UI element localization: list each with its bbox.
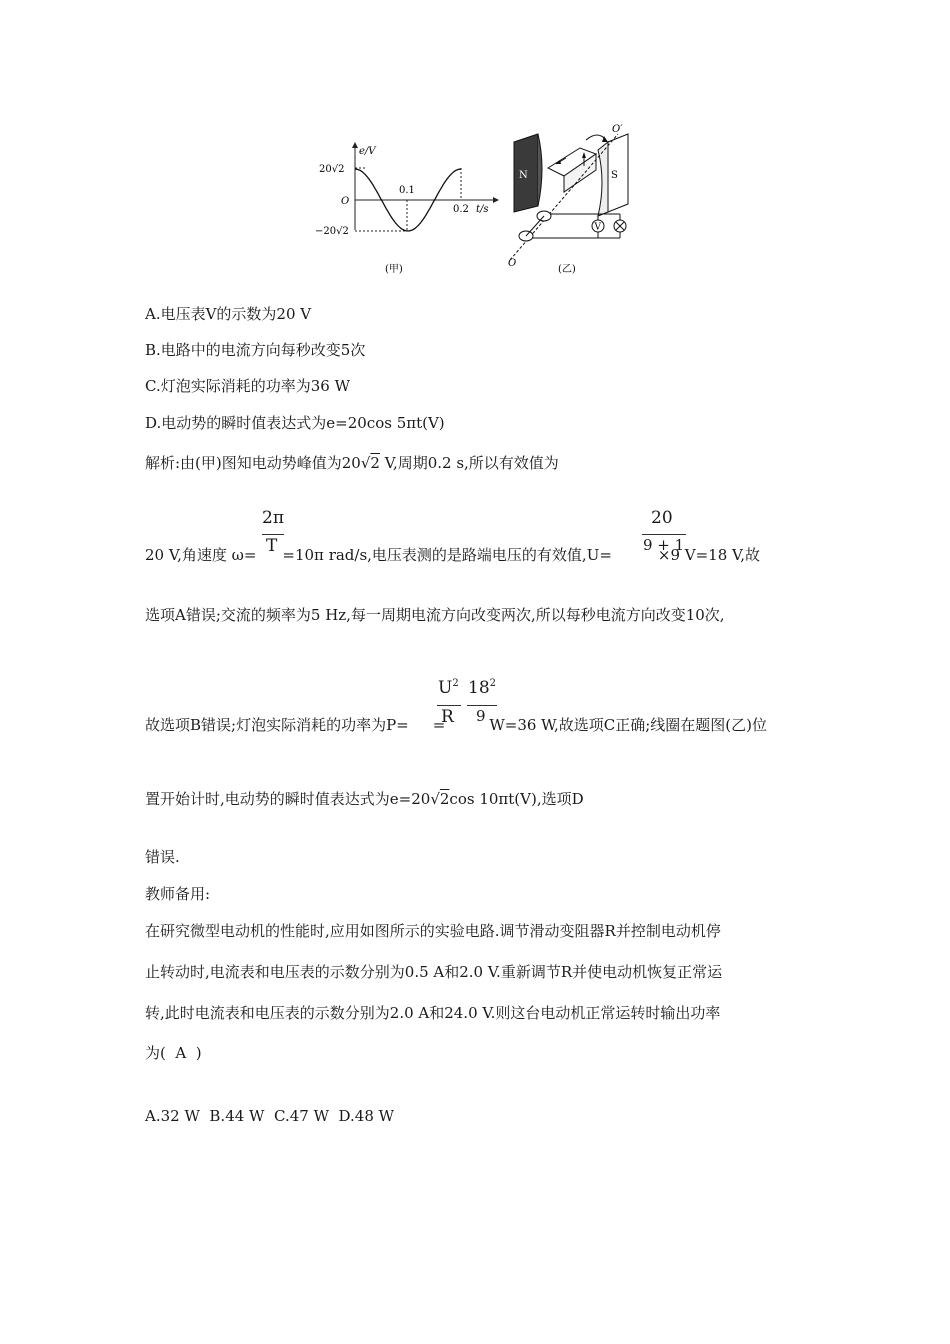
question-line-4: 为( A ) [145,1044,202,1062]
analysis-line-5: 置开始计时,电动势的瞬时值表达式为e=20√2cos 10πt(V),选项D [145,790,584,808]
y-max-label: 20√2 [319,164,345,175]
fraction-2-numerator: 20 [651,508,673,528]
x-axis-label: t/s [476,204,489,215]
y-axis-label: e/V [359,146,376,157]
fraction-3-denominator: R [441,707,454,727]
question-line-1: 在研究微型电动机的性能时,应用如图所示的实验电路.调节滑动变阻器R并控制电动机停 [145,922,721,940]
axis-top-label: O′ [612,124,623,135]
fraction-4-bar [467,705,497,706]
option-c: C.灯泡实际消耗的功率为36 W [145,377,350,395]
question-line-3: 转,此时电流表和电压表的示数分别为2.0 A和24.0 V.则这台电动机正常运转时输出功率 [145,1004,721,1022]
fraction-1-numerator: 2π [262,508,284,528]
analysis-line-4: 故选项B错误;灯泡实际消耗的功率为P= = W=36 W,故选项C正确;线圈在题图(乙)位 [145,716,767,734]
teacher-heading: 教师备用: [145,885,211,903]
fraction-4-numerator: $18^2$ [468,678,497,698]
fraction-1-denominator: T [266,536,278,556]
fraction-3-numerator: $U^2$ [438,678,459,698]
answer-choices: A.32 W B.44 W C.47 W D.48 W [145,1107,395,1125]
analysis-line-2: 20 V,角速度 ω= =10π rad/s,电压表测的是路端电压的有效值,U= ×9 V=18 V,故 [145,546,761,564]
magnet-s-label: S [611,170,618,181]
magnet-n-label: N [519,170,528,181]
origin-label: O [341,196,350,207]
analysis-line-6: 错误. [145,848,180,866]
option-b: B.电路中的电流方向每秒改变5次 [145,341,366,359]
x-tick-0.1: 0.1 [399,185,415,196]
x-tick-0.2: 0.2 [453,204,469,215]
analysis-line-3: 选项A错误;交流的频率为5 Hz,每一周期电流方向改变两次,所以每秒电流方向改变10次, [145,606,725,624]
caption-yi: (乙) [558,264,576,275]
fraction-2-denominator: 9 + 1 [643,536,685,554]
fraction-4-denominator: 9 [476,707,486,725]
generator-diagram [500,120,650,280]
sqrt-2: √2 [430,790,450,808]
option-d: D.电动势的瞬时值表达式为e=20cos 5πt(V) [145,414,445,432]
voltmeter-label: V [594,222,601,233]
fraction-1-bar [262,534,284,535]
option-a: A.电压表V的示数为20 V [145,305,312,323]
fraction-2-bar [642,534,686,535]
question-line-2: 止转动时,电流表和电压表的示数分别为0.5 A和2.0 V.重新调节R并使电动机恢复正常运 [145,963,723,981]
axis-bottom-label: O [508,258,517,269]
sqrt-2: √2 [360,454,380,472]
emf-time-graph [315,130,505,280]
caption-jia: (甲) [385,264,403,275]
analysis-line-1: 解析:由(甲)图知电动势峰值为20√2 V,周期0.2 s,所以有效值为 [145,454,559,472]
fraction-3-bar [437,705,461,706]
y-min-label: −20√2 [315,226,349,237]
